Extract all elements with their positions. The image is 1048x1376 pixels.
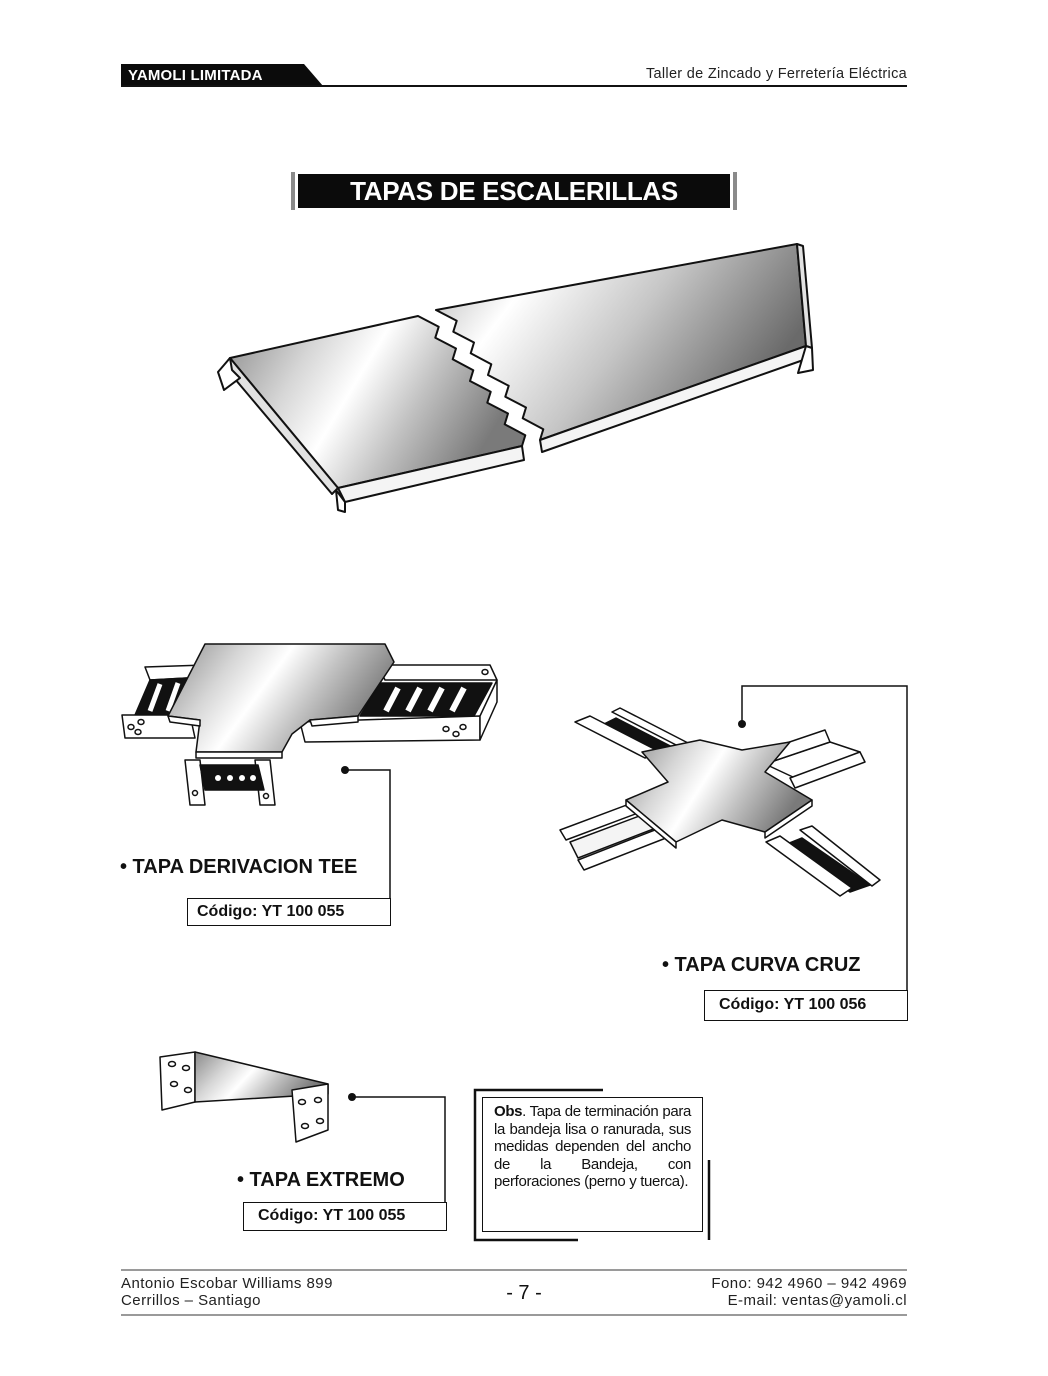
product-code-cross: Código: YT 100 056 — [704, 990, 908, 1021]
end-cap-left-flange — [160, 1052, 195, 1110]
note-label: Obs — [494, 1103, 523, 1120]
footer-address-line2: Cerrillos – Santiago — [121, 1292, 261, 1309]
note-box — [482, 1097, 703, 1232]
tee-cover-front-face — [196, 752, 282, 758]
product-name-cross: • TAPA CURVA CRUZ — [662, 954, 861, 976]
cross-cover-illustration — [560, 708, 880, 896]
end-cap-illustration — [160, 1052, 328, 1142]
cross-leader-dot — [738, 720, 746, 728]
note-text: . Tapa de terminación para la bandeja lisa o ranurada, sus medidas dependen del ancho de la Bandeja, con perforaciones (perno y tuerca). — [494, 1103, 691, 1191]
product-name-tee: • TAPA DERIVACION TEE — [120, 856, 358, 878]
note-paragraph — [494, 1103, 691, 1191]
straight-cover-illustration — [218, 244, 813, 512]
page-number: - 7 - — [506, 1282, 542, 1304]
end-leader-dot — [348, 1093, 356, 1101]
footer-rule-bottom — [121, 1314, 907, 1316]
header-rule — [121, 85, 907, 87]
footer-phone: Fono: 942 4960 – 942 4969 — [711, 1275, 907, 1292]
product-code-end: Código: YT 100 055 — [243, 1202, 447, 1231]
tee-cover-illustration — [122, 644, 497, 805]
page-title: TAPAS DE ESCALERILLAS — [298, 174, 730, 208]
right-tray-back-rail — [378, 665, 497, 680]
footer-rule-top — [121, 1269, 907, 1271]
right-tray-floor — [360, 683, 492, 716]
company-name: YAMOLI LIMITADA — [128, 67, 263, 84]
footer-email: E-mail: ventas@yamoli.cl — [727, 1292, 907, 1309]
company-tagline: Taller de Zincado y Ferretería Eléctrica — [645, 66, 907, 82]
product-name-end: • TAPA EXTREMO — [237, 1169, 405, 1191]
tee-leader-dot — [341, 766, 349, 774]
title-bar-right — [733, 172, 737, 210]
end-cap-right-flange — [292, 1084, 328, 1142]
title-bar-left — [291, 172, 295, 210]
footer-address-line1: Antonio Escobar Williams 899 — [121, 1275, 333, 1292]
product-code-tee: Código: YT 100 055 — [187, 898, 391, 926]
